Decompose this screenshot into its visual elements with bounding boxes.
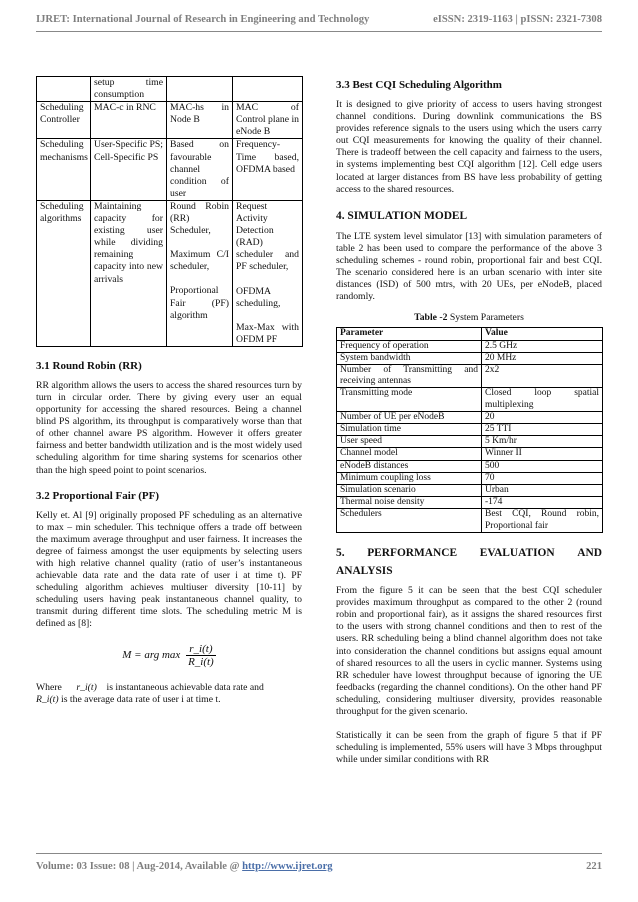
table-cell: Number of UE per eNodeB [337,411,482,423]
cell-text: Request Activity Detection (RAD) scheduler and PF scheduler, [236,200,299,273]
cell-text: Proportional Fair (PF) algorithm [170,285,229,321]
section-heading-pf: 3.2 Proportional Fair (PF) [36,489,160,502]
table-cell: 20 [482,411,603,423]
paragraph-rr: RR algorithm allows the users to access the shared resources turn by turn in circular order. There by giving every user an equal opportunity for accessing the shared resources. Being a channel blind PS algorithm, its throughput is comparatively worse than that of other channel aware PS algorithm. However it offers greater fairness and better bandwidth utilization and is the most widely used scheduling algorithm for time sharing systems for scenarios other than the high speed point to point scenarios. [36,379,302,476]
table-cell: Closed loop spatial multiplexing [482,388,603,411]
table-cell: User speed [337,436,482,448]
table-row [337,509,603,532]
table-cell: MAC of Control plane in eNode B [233,102,303,139]
table-cell: 70 [482,472,603,484]
paragraph-perf-2: Statistically it can be seen from the graph of figure 5 that if PF scheduling is implemented, 55% users will have 3 Mbps throughput while under similar conditions with RR [336,730,602,766]
cell-text: Round Robin (RR) Scheduler, [170,200,229,237]
right-column [336,79,602,775]
footer-volume [36,861,333,872]
system-parameters-table [336,327,603,532]
table-cell: MAC-c in RNC [91,102,167,139]
cell-text: Max-Max with OFDM PF [236,321,299,345]
comparison-table [36,76,303,347]
cell-text: Maximum C/I scheduler, [170,249,229,273]
table-cell [233,200,303,346]
table-cell: eNodeB distances [337,460,482,472]
table2-caption-text: System Parameters [447,312,524,324]
table-row [337,411,603,423]
paragraph-pf: Kelly et. Al [9] originally proposed PF scheduling as an alternative to max – min scheduler. This technique offers a trade off between the maximum average throughput and user fairness. It increases the degree of fairness amongst the user equipments by selecting users with high relative channel quality (ratio of user’s instantaneous achievable data rate and the data rate of user i at time t). PF scheduling algorithm achieves multiuser diversity [10-11] by scheduling users having peak instantaneous channel quality, to transmit during different time slots. The scheduling metric M is defined as [8]: [36,509,302,630]
page-number: 221 [586,861,602,872]
table-row [337,365,603,388]
table-cell: Based on favourable channel condition of user [167,139,233,200]
table-cell: 2.5 GHz [482,340,603,352]
table-row [337,352,603,364]
table-cell: Channel model [337,448,482,460]
table-cell: System bandwidth [337,352,482,364]
table-header-row [337,328,603,340]
paragraph-where [36,682,302,706]
pf-formula [36,643,302,668]
table-row [37,139,303,200]
heading-word: EVALUATION [479,546,555,559]
section-heading-rr: 3.1 Round Robin (RR) [36,359,142,372]
column-header: Value [482,328,603,340]
table-cell: Number of Transmitting and receiving antennas [337,365,482,388]
section-heading-cqi: 3.3 Best CQI Scheduling Algorithm [336,79,502,91]
table-cell: Urban [482,485,603,497]
table-cell: Scheduling mechanisms [37,139,91,200]
paragraph-sim: The LTE system level simulator [13] with simulation parameters of table 2 has been used to compare the performance of the above 3 scheduling schemes - round robin, proportional fair and best CQI. The scenario considered here is an urban scenario with inter site distances (ISD) of 500 mtrs, with 20 UEs, per eNodeB, placed randomly. [336,230,602,303]
where-text: Where [36,681,62,693]
formula-lhs: M = arg max [122,648,181,661]
table-row [337,340,603,352]
table-row [37,77,303,102]
table-cell: Best CQI, Round robin, Proportional fair [482,509,603,532]
table-row [337,424,603,436]
table-cell: MAC-hs in Node B [167,102,233,139]
cell-text: OFDMA scheduling, [236,285,281,309]
table-row [337,448,603,460]
table-cell: Scheduling algorithms [37,200,91,346]
table-cell [37,77,91,102]
table-cell: -174 [482,497,603,509]
paragraph-cqi: It is designed to give priority of access to users having strongest channel conditions. During downlink communications the BS provides reference signals to the users using which the users carry out CQI measurements for knowing the quality of their channel. There is tradeoff between the cell capacity and fairness to the users, in systems implementing best CQI algorithm [12]. Cell edge users located at larger distances from BS have less probability of getting access to the shared resources. [336,99,602,195]
header-rule [36,31,602,32]
journal-name: IJRET: International Journal of Research in Engineering and Technology [36,14,370,25]
section-heading-sim: 4. SIMULATION MODEL [336,209,468,222]
table-cell: Winner II [482,448,603,460]
table2-caption-label: Table -2 [414,312,448,324]
table-row [337,497,603,509]
table-cell: Transmitting mode [337,388,482,411]
table-cell: 5 Km/hr [482,436,603,448]
table-cell: 500 [482,460,603,472]
footer-volume-text: Volume: 03 Issue: 08 | Aug-2014, Available @ [36,861,243,872]
table-cell: Frequency of operation [337,340,482,352]
table-cell: Schedulers [337,509,482,532]
table-cell: Minimum coupling loss [337,472,482,484]
footer-rule [36,853,602,854]
table-row [337,388,603,411]
table-row [337,472,603,484]
journal-link[interactable]: http://www.ijret.org [242,861,333,872]
heading-word: 5. [336,546,345,559]
formula-numerator: r_i(t) [186,643,216,656]
formula-denominator: R_i(t) [188,655,214,668]
table2-caption [336,312,602,324]
table-cell: Simulation time [337,424,482,436]
where-symbol-R: R_i(t) [36,693,59,705]
table-row [37,102,303,139]
table-row [337,460,603,472]
section-heading-perf [336,547,602,559]
table-cell [167,77,233,102]
table-cell: User-Specific PS; Cell-Specific PS [91,139,167,200]
formula-fraction [186,643,216,668]
table-row [337,436,603,448]
table-cell [167,200,233,346]
left-column [36,76,302,706]
table-cell: 25 TTI [482,424,603,436]
table-row [37,200,303,346]
where-text: is instantaneous achievable data rate and [106,681,264,693]
heading-word: AND [577,546,602,559]
section-heading-perf-line2: ANALYSIS [336,564,393,577]
where-symbol-r: r_i(t) [76,681,97,693]
table-cell: 2x2 [482,365,603,388]
page-footer [36,861,602,872]
table-row [337,485,603,497]
table-cell: Simulation scenario [337,485,482,497]
table-cell: Maintaining capacity for existing user while dividing remaining capacity into new arrivals [91,200,167,346]
page-header [36,14,602,25]
table-cell: Thermal noise density [337,497,482,509]
table-cell: 20 MHz [482,352,603,364]
table-cell: setup time consumption [91,77,167,102]
issn: eISSN: 2319-1163 | pISSN: 2321-7308 [433,14,602,25]
column-header: Parameter [337,328,482,340]
heading-word: PERFORMANCE [367,546,458,559]
table-cell: Frequency-Time based, OFDMA based [233,139,303,200]
paragraph-perf-1: From the figure 5 it can be seen that the best CQI scheduler provides maximum throughput as compared to the other 2 (round robin and proportional fair), as it assigns the shared resources first to the users with strong channel conditions and then to rest of the users. RR scheduling being a blind channel algorithm does not take into consideration the channel conditions but assigns equal amount of shared resources to all the users in cyclic manner. Systems using RR scheduler have lowest throughput because of ignoring the UE feedbacks (regarding the channel conditions). On the other hand PF scheduling, considering multiuser diversity, provides reasonable throughput for the given scenario. [336,585,602,717]
table-cell: Scheduling Controller [37,102,91,139]
table-cell [233,77,303,102]
where-text: is the average data rate of user i at time t. [61,693,221,705]
